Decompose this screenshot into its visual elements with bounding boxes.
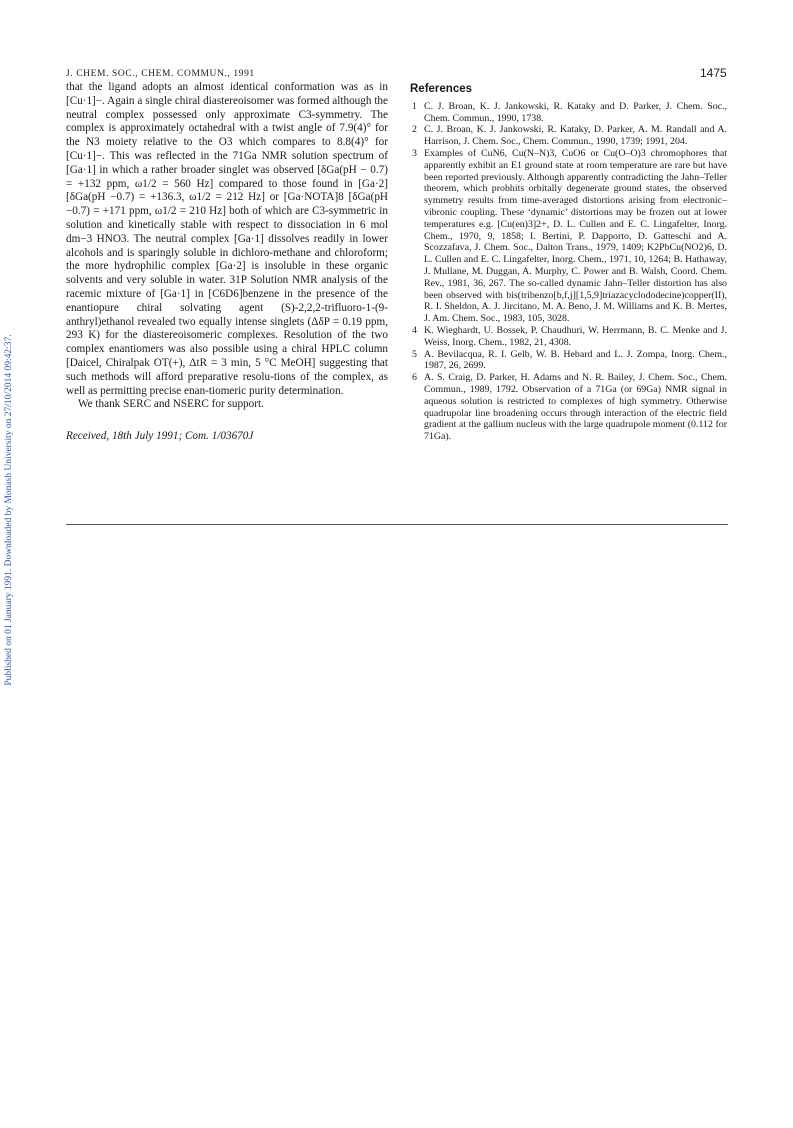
reference-item: [410, 349, 727, 373]
download-watermark: [3, 310, 14, 710]
reference-text: C. J. Broan, K. J. Jankowski, R. Kataky and D. Parker, J. Chem. Soc., Chem. Commun., 1990, 1738.: [424, 100, 727, 124]
reference-text: K. Wieghardt, U. Bossek, P. Chaudhuri, W. Herrmann, B. C. Menke and J. Weiss, Inorg. Chem., 1982, 21, 4308.: [424, 324, 727, 348]
reference-number: 5: [412, 348, 417, 360]
reference-number: 6: [412, 372, 417, 384]
watermark-text: Published on 01 January 1991. Downloaded by Monash University on 27/10/2014 09:42:37.: [3, 334, 14, 686]
reference-text: Examples of CuN6, Cu(N–N)3, CuO6 or Cu(O–O)3 chromophores that apparently exhibit an E1 ground state at room temperature are rare but have been reported previously. Although apparently contradicting the Jahn–Teller theorem, which probhits orbitally degenerate ground states, the observed symmetry results from time-averaged distortions arising from electronic–vibronic coupling. These ‘dynamic’ distortions may be frozen out at lower temperatures e.g. [Cu(en)3]2+, D. L. Cullen and E. C. Lingafelter, Inorg. Chem., 1970, 9, 1858; I. Bertini, P. Dapporto, D. Gatteschi and A. Scozzafava, J. Chem. Soc., Dalton Trans., 1979, 1409; K2PbCu(NO2)6, D. L. Cullen and E. C. Lingafelter, Inorg. Chem., 1971, 10, 1264; B. Hathaway, J. Mullane, M. Duggan, A. Murphy, C. Power and B. Walsh, Coord. Chem. Rev., 1981, 36, 267. The so-called dynamic Jahn–Teller distortion has also been observed with bis(tribenzo[b,f,j][1,5,9]triazacyclododecine)copper(II), R. I. Sheldon, A. J. Jircitano, M. A. Beno, J. M. Williams and K. B. Mertes, J. Am. Chem. Soc., 1983, 105, 3028.: [424, 147, 727, 325]
references-column: [410, 81, 727, 443]
reference-text: A. Bevilacqua, R. I. Gelb, W. B. Hebard and L. J. Zompa, Inorg. Chem., 1987, 26, 2699.: [424, 348, 727, 372]
reference-number: 2: [412, 124, 417, 136]
reference-number: 3: [412, 147, 417, 159]
reference-text: C. J. Broan, K. J. Jankowski, R. Kataky, D. Parker, A. M. Randall and A. Harrison, J. Chem. Soc., Chem. Commun., 1990, 1739; 1991, 204.: [424, 124, 727, 148]
references-heading: References: [410, 83, 473, 95]
running-header: J. CHEM. SOC., CHEM. COMMUN., 1991: [66, 69, 255, 79]
reference-item: [410, 124, 727, 148]
reference-number: 1: [412, 100, 417, 112]
body-column: [66, 81, 388, 444]
reference-item: [410, 101, 727, 125]
reference-item: [410, 325, 727, 349]
reference-item: [410, 372, 727, 443]
acknowledgement: We thank SERC and NSERC for support.: [78, 398, 264, 411]
reference-item: [410, 148, 727, 325]
received-line: Received, 18th July 1991; Com. 1/03670J: [66, 430, 254, 443]
body-paragraph: that the ligand adopts an almost identical conformation was as in [Cu·1]−. Again a single chiral diastereoisomer was formed although the neutral complex possessed only approximate C3-symmetry. The complex is approximately octahedral with a twist angle of 7.9(4)° for the N3 moiety relative to the O3 which compares to 8.8(4)° for [Cu·1]−. This was reflected in the 71Ga NMR solution spectrum of [Ga·1] in which a rather broader singlet was observed [δGa(pH − 0.7) = +132 ppm, ω1/2 = 560 Hz] compared to those found in [Ga·2] [δGa(pH −0.7) = +136.3, ω1/2 = 212 Hz] or [Ga·NOTA]8 [δGa(pH −0.7) = +171 ppm, ω1/2 = 210 Hz] both of which are C3-symmetric in solution and kinetically stable with respect to dissociation in 6 mol dm−3 HNO3. The neutral complex [Ga·1] dissolves readily in lower alcohols and is sparingly soluble in dichloro-methane and chloroform; the more hydrophilic complex [Ga·2] is insoluble in these organic solvents and very soluble in water. 31P Solution NMR analysis of the racemic mixture of [Ga·1] in [C6D6]benzene in the presence of the enantiopure chiral solvating agent (S)-2,2,2-trifluoro-1-(9-anthryl)ethanol revealed two equally intense singlets (ΔδP = 0.19 ppm, 293 K) for the diastereoisomeric complexes. Resolution of the two complex enantiomers was also possible using a chiral HPLC column [Daicel, Chiralpak OT(+), ΔtR = 3 min, 5 °C MeOH] suggesting that such methods will afford preparative resolu-tions of the complex, as well as permitting precise enan-tiomeric purity determination.: [66, 81, 388, 397]
reference-text: A. S. Craig, D. Parker, H. Adams and N. R. Bailey, J. Chem. Soc., Chem. Commun., 1989, 1792. Observation of a 71Ga (or 69Ga) NMR signal in aqueous solution is restricted to complexes of high symmetry. Otherwise quadrupolar line broadening occurs through interaction of the electric field gradient at the gallium nucleus with the large quadrupole moment (0.112 for 71Ga).: [424, 372, 727, 443]
reference-number: 4: [412, 324, 417, 336]
footer-rule: [66, 524, 728, 525]
page-number: 1475: [700, 66, 727, 80]
